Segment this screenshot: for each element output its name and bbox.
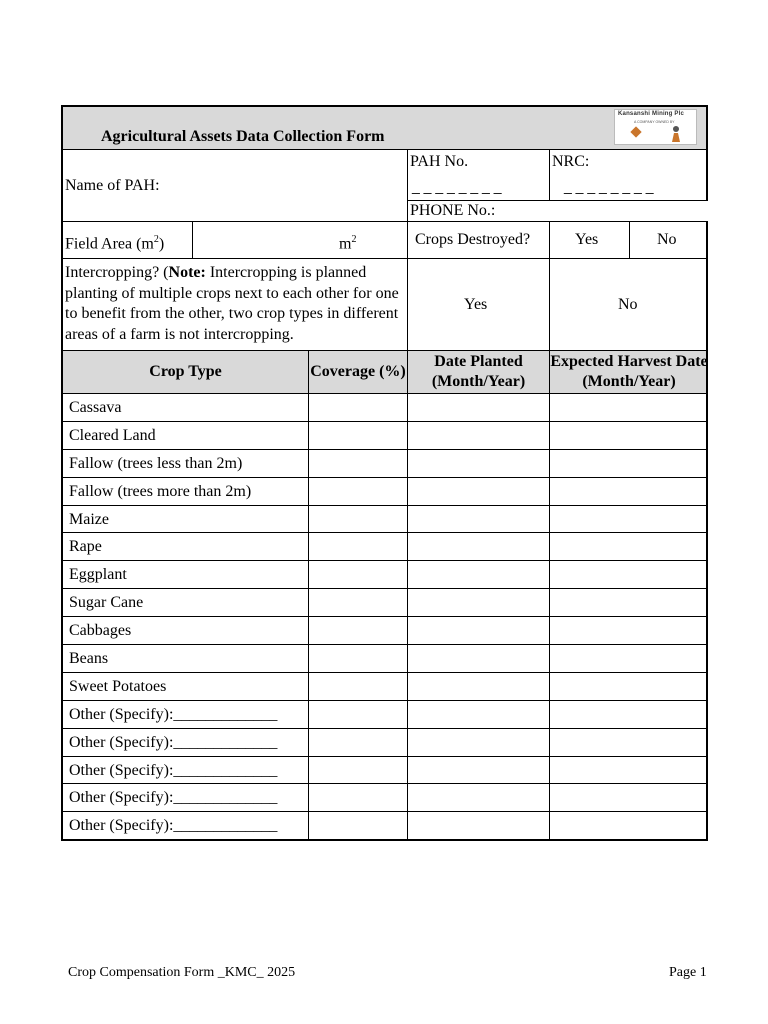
date-planted-input-cell[interactable] [407, 422, 549, 449]
intercropping-question: Intercropping? (Note: Intercropping is planned planting of multiple crops next to each other for one to benefit from the other, two crop types in different areas of a farm is not intercropping. [65, 264, 399, 343]
harvest-date-input-cell[interactable] [549, 784, 708, 811]
table-row [63, 560, 706, 588]
data-collection-form [61, 105, 708, 841]
field-area-label-cell [63, 222, 192, 258]
date-planted-input-cell[interactable] [407, 561, 549, 588]
harvest-date-input-cell[interactable] [549, 394, 708, 421]
crop-type-label: Fallow (trees more than 2m) [69, 482, 252, 500]
coverage-input-cell[interactable] [308, 701, 407, 728]
crop-type-label: Sweet Potatoes [69, 677, 167, 695]
crop-type-cell [63, 784, 308, 811]
crop-type-label: Rape [69, 538, 102, 556]
col-crop-type: Crop Type [149, 363, 222, 380]
harvest-date-input-cell[interactable] [549, 645, 708, 672]
table-row [63, 616, 706, 644]
harvest-date-input-cell[interactable] [549, 450, 708, 477]
crop-type-label: Other (Specify):_____________ [69, 789, 278, 807]
crop-type-cell [63, 589, 308, 616]
harvest-date-input-cell[interactable] [549, 812, 708, 839]
date-planted-input-cell[interactable] [407, 757, 549, 784]
date-planted-input-cell[interactable] [407, 729, 549, 756]
crop-type-label: Sugar Cane [69, 594, 144, 612]
field-area-value-cell[interactable] [192, 222, 407, 258]
nrc-blank-line: _ _ _ _ _ _ _ _ [564, 178, 654, 194]
phone-cell[interactable] [407, 200, 708, 221]
coverage-input-cell[interactable] [308, 645, 407, 672]
crop-type-label: Cassava [69, 399, 122, 416]
harvest-date-input-cell[interactable] [549, 729, 708, 756]
table-row [63, 505, 706, 533]
table-row [63, 449, 706, 477]
coverage-input-cell[interactable] [308, 617, 407, 644]
field-area-row [63, 221, 706, 258]
crop-type-cell [63, 422, 308, 449]
date-planted-input-cell[interactable] [407, 533, 549, 560]
coverage-input-cell[interactable] [308, 673, 407, 700]
table-row [63, 700, 706, 728]
crop-type-label: Eggplant [69, 566, 127, 584]
date-planted-input-cell[interactable] [407, 478, 549, 505]
table-row [63, 393, 706, 421]
date-planted-input-cell[interactable] [407, 701, 549, 728]
yes-option: Yes [575, 231, 599, 248]
crop-type-cell [63, 478, 308, 505]
table-row [63, 783, 706, 811]
intercropping-row [63, 258, 706, 350]
footer-page-number: Page 1 [669, 965, 707, 980]
harvest-date-input-cell[interactable] [549, 478, 708, 505]
col-coverage: Coverage (%) [308, 351, 407, 393]
crop-type-cell [63, 561, 308, 588]
date-planted-input-cell[interactable] [407, 450, 549, 477]
harvest-date-input-cell[interactable] [549, 561, 708, 588]
crop-type-cell [63, 450, 308, 477]
crop-type-cell [63, 673, 308, 700]
harvest-date-input-cell[interactable] [549, 589, 708, 616]
coverage-input-cell[interactable] [308, 784, 407, 811]
date-planted-input-cell[interactable] [407, 673, 549, 700]
crop-type-label: Other (Specify):_____________ [69, 705, 278, 723]
coverage-input-cell[interactable] [308, 812, 407, 839]
crop-type-cell [63, 757, 308, 784]
crop-type-label: Other (Specify):_____________ [69, 733, 278, 751]
table-row [63, 756, 706, 784]
date-planted-input-cell[interactable] [407, 506, 549, 533]
crop-type-cell [63, 645, 308, 672]
date-planted-input-cell[interactable] [407, 589, 549, 616]
crop-type-label: Cabbages [69, 622, 132, 640]
name-cell[interactable] [63, 150, 407, 221]
crop-table-header [63, 350, 706, 393]
crop-type-cell [63, 533, 308, 560]
harvest-date-input-cell[interactable] [549, 673, 708, 700]
intercropping-question-cell [63, 259, 407, 350]
diamond-icon [630, 126, 641, 137]
crop-type-label: Maize [69, 510, 109, 528]
coverage-input-cell[interactable] [308, 422, 407, 449]
nrc-label: NRC: [552, 153, 590, 170]
crop-type-label: Fallow (trees less than 2m) [69, 454, 243, 472]
harvest-date-input-cell[interactable] [549, 533, 708, 560]
coverage-input-cell[interactable] [308, 506, 407, 533]
coverage-input-cell[interactable] [308, 450, 407, 477]
figure-icon [671, 126, 681, 142]
coverage-input-cell[interactable] [308, 394, 407, 421]
company-logo [614, 109, 697, 145]
crops-destroyed-yes[interactable] [549, 222, 629, 258]
date-planted-input-cell[interactable] [407, 645, 549, 672]
table-row [63, 588, 706, 616]
pah-blank-line: _ _ _ _ _ _ _ _ [412, 178, 502, 194]
table-row [63, 532, 706, 560]
coverage-input-cell[interactable] [308, 478, 407, 505]
crop-type-cell [63, 617, 308, 644]
harvest-date-input-cell[interactable] [549, 757, 708, 784]
crop-type-label: Other (Specify):_____________ [69, 761, 278, 779]
intercropping-no[interactable] [549, 259, 708, 350]
crop-type-cell [63, 506, 308, 533]
table-row [63, 728, 706, 756]
field-area-label: Field Area $(m^2)$ [65, 234, 165, 253]
intercrop-yes-option: Yes [464, 296, 488, 313]
crops-destroyed-no[interactable] [629, 222, 708, 258]
pah-label: PAH No. [410, 153, 469, 170]
footer-form-name: Crop Compensation Form _KMC_ 2025 [68, 965, 296, 980]
crops-destroyed-cell [407, 222, 549, 258]
table-row [63, 644, 706, 672]
form-header [63, 107, 706, 149]
crop-table-body [63, 393, 706, 839]
form-title: Agricultural Assets Data Collection Form [101, 128, 385, 145]
table-row [63, 811, 706, 839]
name-label: Name of PAH: [65, 177, 160, 194]
table-row [63, 421, 706, 449]
date-planted-input-cell[interactable] [407, 812, 549, 839]
crop-type-cell [63, 729, 308, 756]
intercropping-yes[interactable] [407, 259, 549, 350]
coverage-input-cell[interactable] [308, 561, 407, 588]
date-planted-input-cell[interactable] [407, 784, 549, 811]
harvest-date-input-cell[interactable] [549, 617, 708, 644]
no-option: No [657, 231, 677, 248]
phone-label: PHONE No.: [410, 202, 496, 219]
coverage-input-cell[interactable] [308, 757, 407, 784]
crop-type-label: Other (Specify):_____________ [69, 817, 278, 835]
logo-subtitle: A COMPANY OWNED BY [634, 120, 675, 124]
col-expected-harvest: Expected Harvest Date (Month/Year) [549, 351, 708, 393]
harvest-date-input-cell[interactable] [549, 701, 708, 728]
crop-type-cell [63, 812, 308, 839]
name-row [63, 149, 706, 221]
crop-type-label: Cleared Land [69, 426, 156, 444]
coverage-input-cell[interactable] [308, 589, 407, 616]
date-planted-input-cell[interactable] [407, 617, 549, 644]
harvest-date-input-cell[interactable] [549, 506, 708, 533]
field-area-unit: $m^2$ [339, 234, 357, 253]
logo-company-name: Kansanshi Mining Plc [618, 111, 685, 117]
crop-type-cell [63, 394, 308, 421]
date-planted-input-cell[interactable] [407, 394, 549, 421]
crops-destroyed-label: Crops Destroyed? [415, 231, 531, 248]
harvest-date-input-cell[interactable] [549, 422, 708, 449]
coverage-input-cell[interactable] [308, 729, 407, 756]
crop-type-cell [63, 701, 308, 728]
coverage-input-cell[interactable] [308, 533, 407, 560]
col-date-planted: Date Planted (Month/Year) [407, 351, 549, 393]
crop-type-label: Beans [69, 650, 109, 668]
intercrop-no-option: No [618, 296, 638, 313]
table-row [63, 477, 706, 505]
table-row [63, 672, 706, 700]
